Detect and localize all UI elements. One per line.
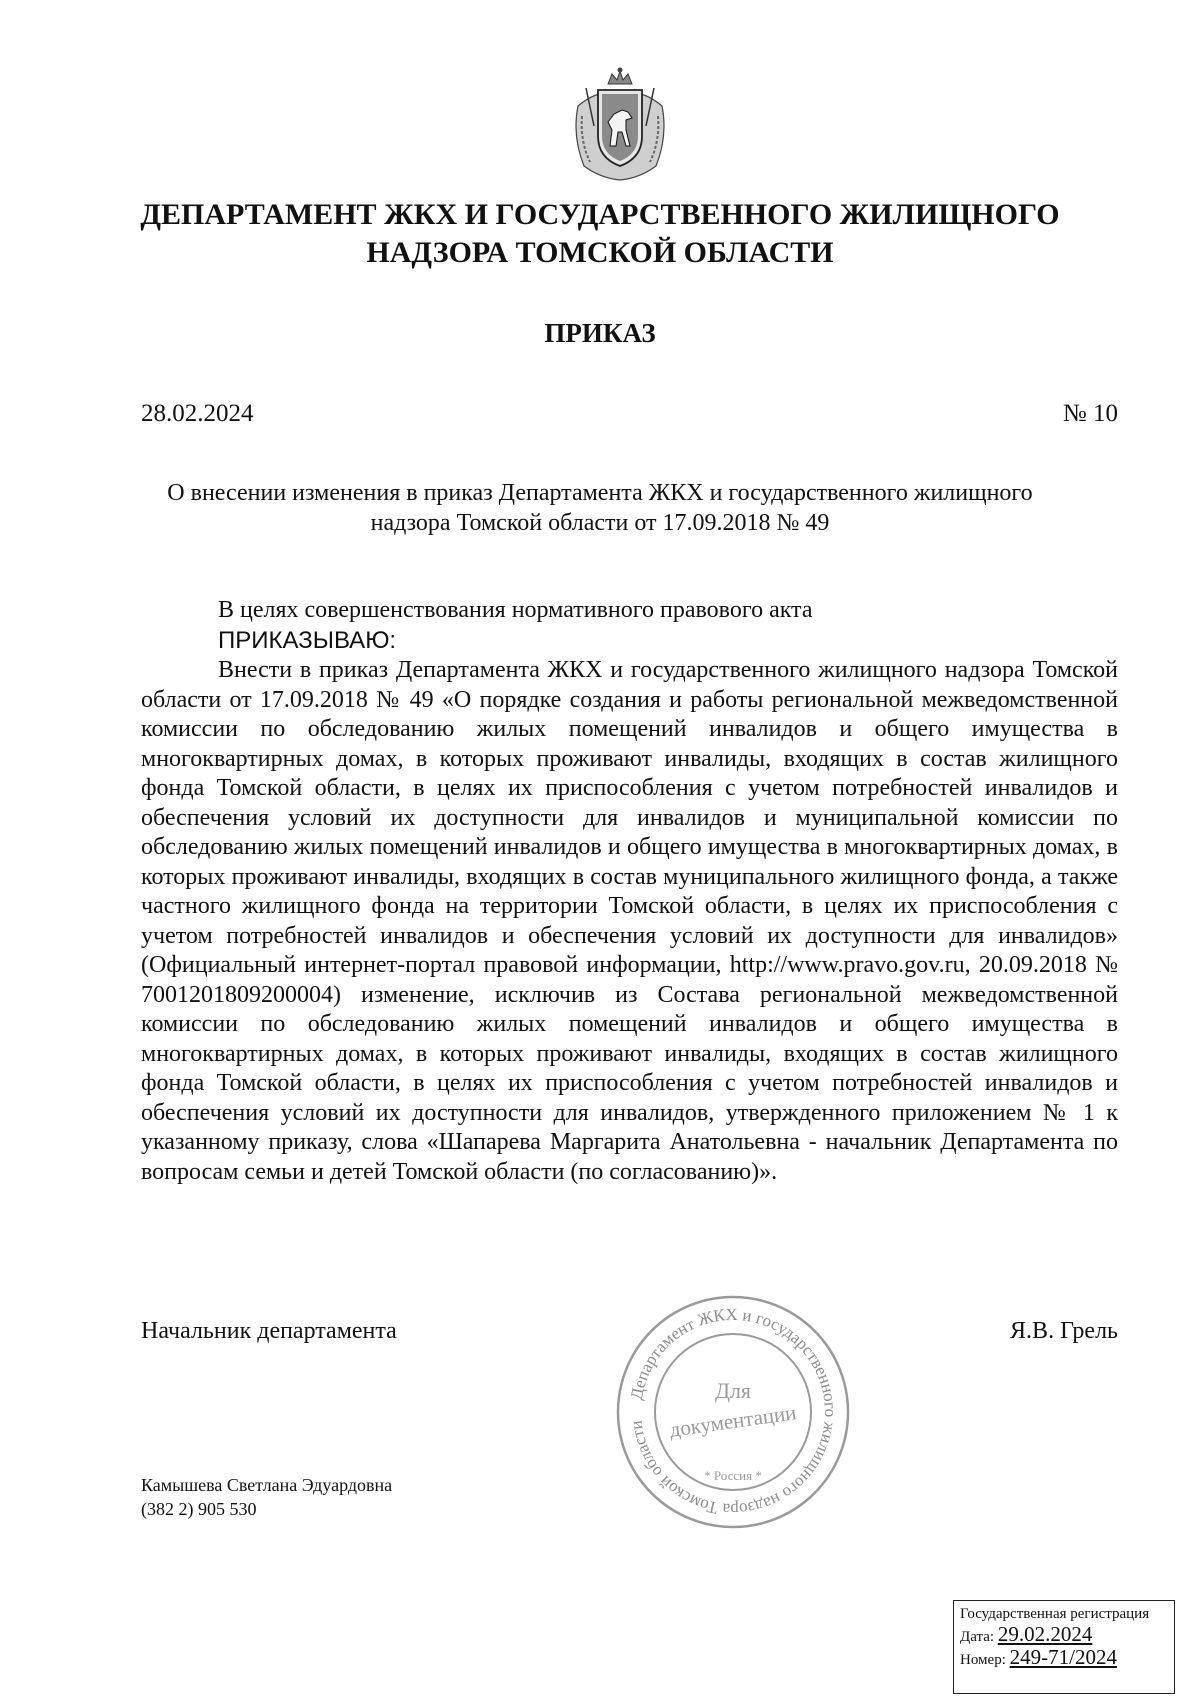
registration-number-row bbox=[960, 1647, 1168, 1670]
body-order-word bbox=[141, 626, 1118, 657]
executor-contact bbox=[141, 1473, 392, 1521]
registration-box bbox=[953, 1600, 1175, 1694]
document-date: 28.02.2024 bbox=[141, 400, 254, 427]
order-word: ПРИКАЗЫВАЮ: bbox=[218, 626, 397, 654]
registration-title: Государственная регистрация bbox=[960, 1606, 1150, 1622]
subject-line-1: О внесении изменения в приказ Департамента ЖКХ и государственного жилищного bbox=[167, 480, 1033, 506]
registration-date-value: 29.02.2024 bbox=[997, 1622, 1093, 1646]
stamp-center-line-1: Для bbox=[714, 1378, 752, 1403]
body-main-text: Внести в приказ Департамента ЖКХ и государственного жилищного надзора Томской области от 17.09.2018 № 49 «О порядке создания и работы региональной межведомственной комиссии по обследованию жилых помещений инвалидов и общего имущества в многоквартирных домах, в которых проживают инвалиды, входящих в состав жилищного фонда Томской области, в целях их приспособления с учетом потребностей инвалидов и обеспечения условий их доступности для инвалидов и муниципальной комиссии по обследованию жилых помещений инвалидов и общего имущества в многоквартирных домах, в которых проживают инвалиды, входящих в состав муниципального жилищного фонда, а также частного жилищного фонда на территории Томской области, в целях их приспособления с учетом потребностей инвалидов и обеспечения условий их доступности для инвалидов» (Официальный интернет-портал правовой информации, http://www.pravo.gov.ru, 20.09.2018 № 7001201809200004) изменение, исключив из Состава региональной межведомственной комиссии по обследованию жилых помещений инвалидов и общего имущества в многоквартирных домах, в которых проживают инвалиды, входящих в состав жилищного фонда Томской области, в целях их приспособления с учетом потребностей инвалидов и обеспечения условий их доступности для инвалидов, утвержденного приложением № 1 к указанному приказу, слова «Шапарева Маргарита Анатольевна - начальник Департамента по вопросам семьи и детей Томской области (по согласованию)». bbox=[141, 657, 1118, 1185]
organization-title bbox=[100, 196, 1100, 272]
registration-date-label: Дата: bbox=[960, 1629, 995, 1645]
executor-phone: (382 2) 905 530 bbox=[141, 1499, 257, 1519]
organization-title-line-1: ДЕПАРТАМЕНТ ЖКХ И ГОСУДАРСТВЕННОГО ЖИЛИЩНОГО bbox=[140, 198, 1060, 231]
registration-date-row bbox=[960, 1624, 1168, 1647]
organization-title-line-2: НАДЗОРА ТОМСКОЙ ОБЛАСТИ bbox=[366, 236, 834, 269]
stamp-bottom-text: * Россия * bbox=[704, 1468, 762, 1483]
document-type-heading: ПРИКАЗ bbox=[544, 318, 656, 348]
signer-name: Я.В. Грель bbox=[1010, 1318, 1118, 1344]
subject-line-2: надзора Томской области от 17.09.2018 № 49 bbox=[370, 510, 830, 536]
executor-name: Камышева Светлана Эдуардовна bbox=[141, 1475, 393, 1495]
document-body bbox=[141, 596, 1118, 1187]
registration-number-value: 249-71/2024 bbox=[1009, 1645, 1117, 1669]
coat-of-arms-emblem bbox=[560, 66, 680, 186]
stamp-ring-text: Департамент ЖКХ и государственного жилищного надзора Томской области bbox=[626, 1304, 841, 1520]
body-intro: В целях совершенствования нормативного правового акта bbox=[218, 597, 813, 623]
stamp-center-line-2: документации bbox=[667, 1400, 798, 1442]
official-stamp-seal bbox=[613, 1292, 853, 1532]
registration-number-label: Номер: bbox=[960, 1652, 1006, 1668]
document-subject bbox=[130, 478, 1070, 538]
signer-position: Начальник департамента bbox=[141, 1318, 397, 1344]
document-number: № 10 bbox=[1062, 400, 1118, 427]
